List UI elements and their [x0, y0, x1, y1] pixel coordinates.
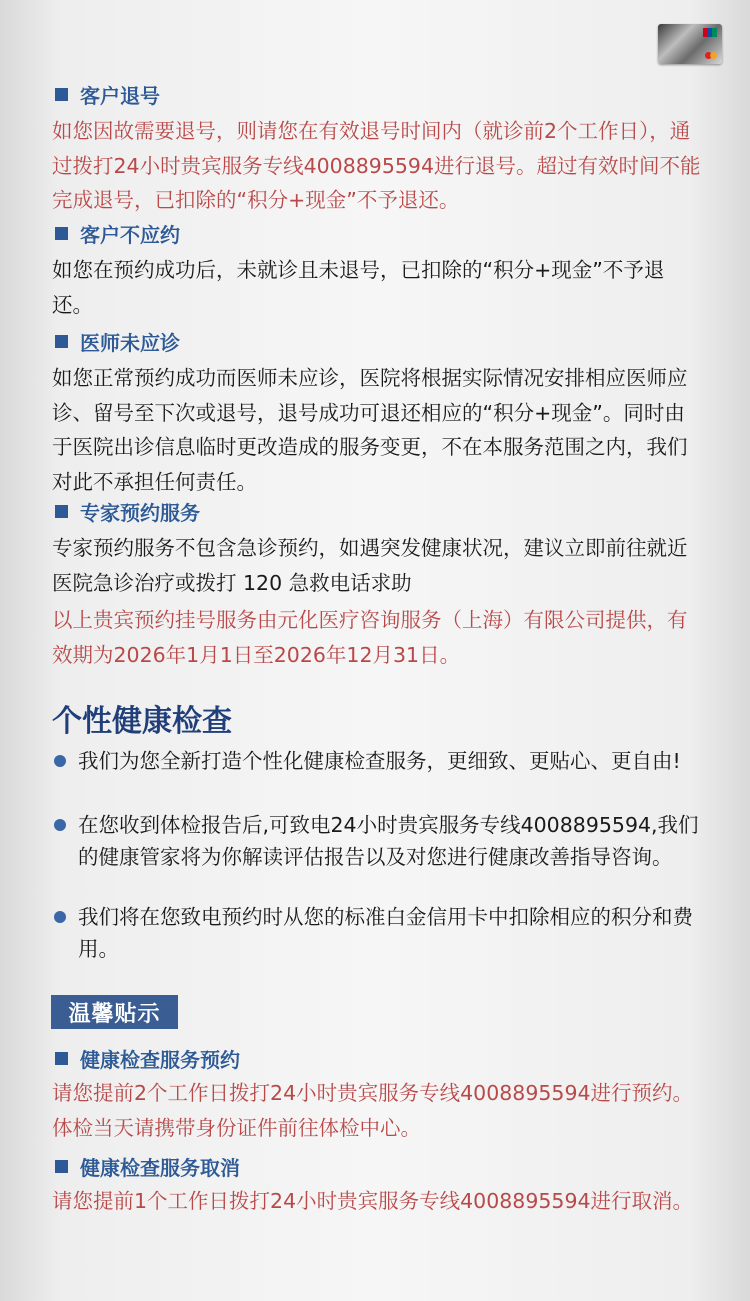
section-heading-checkup-cancel: [55, 1151, 240, 1181]
list-item: [52, 901, 707, 965]
bullet-text: 我们为您全新打造个性化健康检查服务，更细致、更贴心、更自由!: [78, 749, 681, 773]
credit-card-thumbnail-icon: [658, 24, 722, 64]
doctor-absent-policy-text: 如您正常预约成功而医师未应诊，医院将根据实际情况安排相应医师应诊、留号至下次或退号，退号成功可退还相应的“积分+现金”。同时由于医院出诊信息临时更改造成的服务变更，不在本服务范围之内，我们对此不承担任何责任。: [52, 366, 688, 494]
square-bullet-icon: [55, 227, 68, 240]
bullet-text: 我们将在您致电预约时从您的标准白金信用卡中扣除相应的积分和费用。: [78, 905, 693, 961]
square-bullet-icon: [55, 1160, 68, 1173]
checkup-cancel-text: 请您提前1个工作日拨打24小时贵宾服务专线4008895594进行取消。: [52, 1189, 694, 1213]
section-title: 医师未应诊: [80, 330, 180, 355]
section-title: 客户退号: [80, 83, 160, 108]
section-heading-checkup-booking: [55, 1043, 240, 1073]
square-bullet-icon: [55, 505, 68, 518]
bullet-text: 在您收到体检报告后,可致电24小时贵宾服务专线4008895594,我们的健康管家将为你解读评估报告以及对您进行健康改善指导咨询。: [78, 813, 699, 869]
tips-label: 温馨贴示: [51, 995, 178, 1029]
section-heading-doctor-absent: [55, 326, 180, 356]
section-heading-no-show: [55, 218, 180, 248]
list-item: [52, 809, 707, 873]
health-check-title: 个性健康检查: [52, 704, 232, 739]
checkup-booking-text: 请您提前2个工作日拨打24小时贵宾服务专线4008895594进行预约。体检当天请携带身份证件前往体检中心。: [52, 1081, 694, 1140]
square-bullet-icon: [55, 335, 68, 348]
square-bullet-icon: [55, 88, 68, 101]
no-show-policy-text: 如您在预约成功后，未就诊且未退号，已扣除的“积分+现金”不予退还。: [52, 258, 665, 317]
square-bullet-icon: [55, 1052, 68, 1065]
cancel-policy-text: 如您因故需要退号，则请您在有效退号时间内（就诊前2个工作日），通过拨打24小时贵宾服务专线4008895594进行退号。超过有效时间不能完成退号，已扣除的“积分+现金”不予退还。: [52, 119, 701, 212]
bullet-dot-icon: [54, 755, 66, 767]
section-title: 客户不应约: [80, 222, 180, 247]
section-title: 健康检查服务取消: [80, 1155, 240, 1180]
unionpay-logo-icon: [703, 28, 717, 37]
provider-validity-text: 以上贵宾预约挂号服务由元化医疗咨询服务（上海）有限公司提供，有效期为2026年1月1日至2026年12月31日。: [52, 608, 688, 667]
mastercard-logo-icon: [705, 52, 717, 59]
section-heading-expert-booking: [55, 496, 200, 526]
bullet-dot-icon: [54, 819, 66, 831]
section-title: 专家预约服务: [80, 500, 200, 525]
bullet-dot-icon: [54, 911, 66, 923]
section-title: 健康检查服务预约: [80, 1047, 240, 1072]
list-item: [52, 745, 707, 777]
expert-booking-text: 专家预约服务不包含急诊预约，如遇突发健康状况，建议立即前往就近医院急诊治疗或拨打 120 急救电话求助: [52, 536, 688, 595]
section-heading-cancel: [55, 79, 160, 109]
